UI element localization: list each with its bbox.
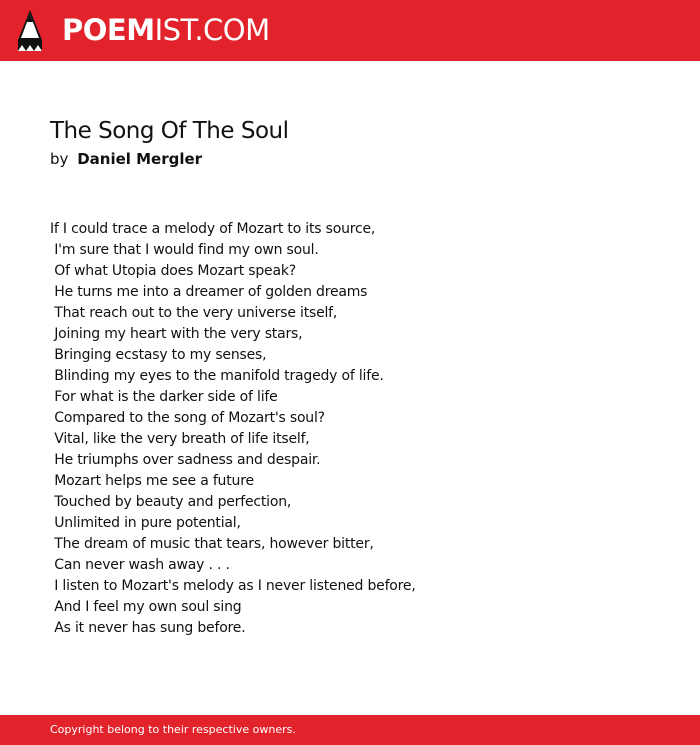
poem-line: That reach out to the very universe itself, — [50, 305, 338, 321]
pencil-logo-icon[interactable] — [18, 10, 42, 51]
logo-light-text: IST.COM — [154, 13, 270, 47]
poem-line: Mozart helps me see a future — [50, 473, 254, 489]
poem-body — [50, 219, 610, 639]
poem-line: Can never wash away . . . — [50, 557, 230, 573]
site-logo[interactable] — [62, 13, 270, 47]
by-label: by — [50, 150, 69, 168]
poem-line: I'm sure that I would find my own soul. — [50, 242, 319, 258]
poem-title: The Song Of The Soul — [50, 118, 289, 144]
author-name[interactable]: Daniel Mergler — [77, 150, 203, 168]
poem-line: As it never has sung before. — [50, 620, 246, 636]
poem-line: Joining my heart with the very stars, — [50, 326, 303, 342]
poem-line: Unlimited in pure potential, — [50, 515, 241, 531]
site-footer — [0, 715, 700, 745]
poem-line: For what is the darker side of life — [50, 389, 278, 405]
poem-line: If I could trace a melody of Mozart to its source, — [50, 221, 376, 237]
poem-line: Blinding my eyes to the manifold tragedy of life. — [50, 368, 384, 384]
poem-line: The dream of music that tears, however bitter, — [50, 536, 374, 552]
poem-line: He turns me into a dreamer of golden dreams — [50, 284, 368, 300]
site-header — [0, 0, 700, 61]
poem-line: Vital, like the very breath of life itself, — [50, 431, 310, 447]
poem-line: Of what Utopia does Mozart speak? — [50, 263, 296, 279]
poem-line: And I feel my own soul sing — [50, 599, 242, 615]
poem-line: I listen to Mozart's melody as I never listened before, — [50, 578, 416, 594]
poem-line: Compared to the song of Mozart's soul? — [50, 410, 325, 426]
poem-line: Touched by beauty and perfection, — [50, 494, 292, 510]
poem-line: Bringing ecstasy to my senses, — [50, 347, 267, 363]
logo-bold-text: POEM — [62, 13, 155, 47]
copyright-text: Copyright belong to their respective owners. — [50, 723, 296, 736]
byline — [50, 148, 202, 170]
poem-line: He triumphs over sadness and despair. — [50, 452, 321, 468]
